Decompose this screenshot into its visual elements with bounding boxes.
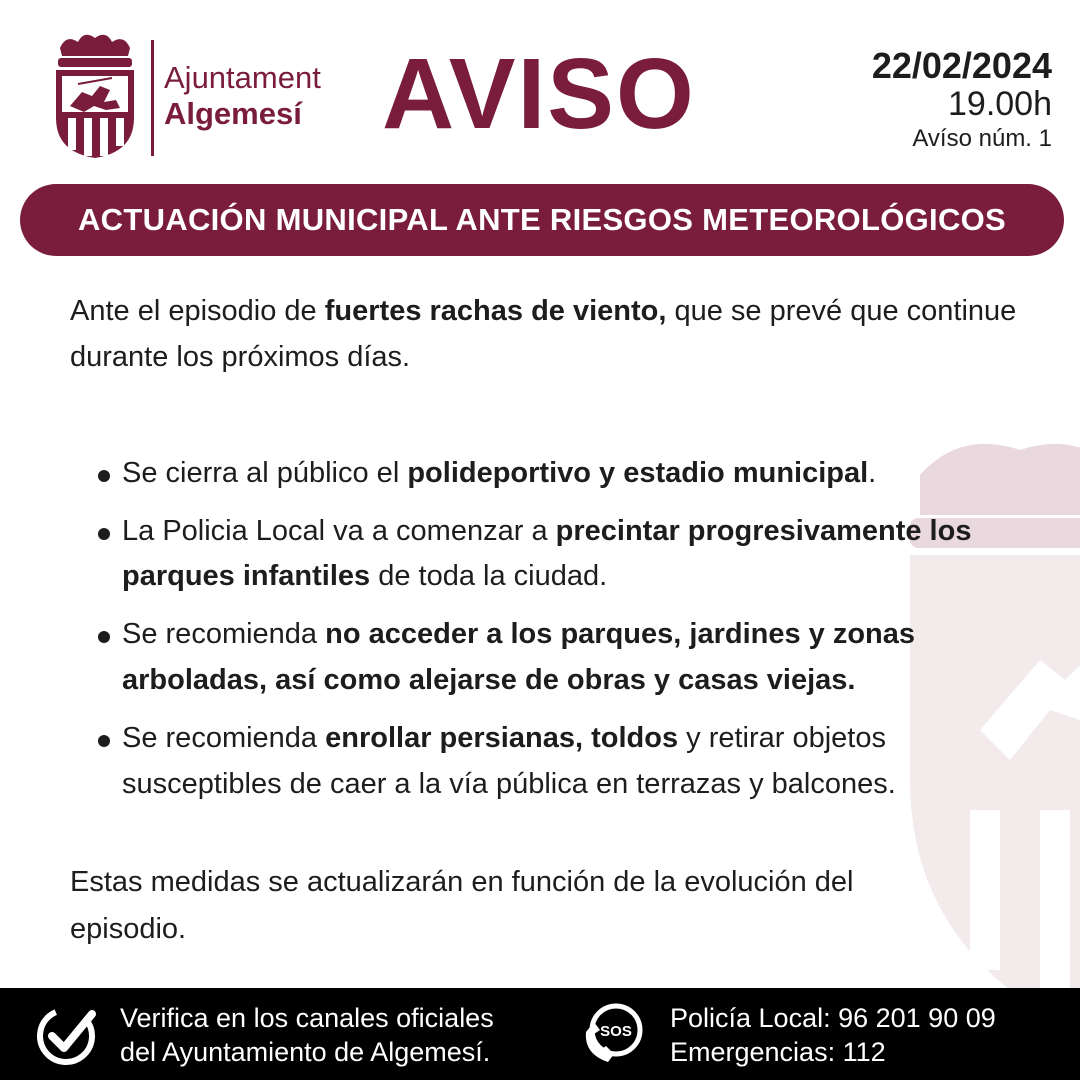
notice-time: 19.00h (948, 84, 1052, 123)
intro-highlight: fuertes rachas de viento, (324, 295, 667, 327)
coat-of-arms-logo-icon (48, 30, 142, 160)
item-text-end: y retirar objetos susceptibles de caer a la vía pública en terrazas y balcones. (122, 721, 896, 800)
sos-phone-icon (578, 998, 650, 1070)
list-item (70, 509, 1020, 601)
notice-body (70, 288, 1020, 952)
footer-bar (0, 988, 1080, 1080)
emergency-phone: Emergencias: 112 (670, 1036, 886, 1067)
measures-list (70, 451, 1020, 808)
item-text: Se recomienda (122, 721, 326, 754)
item-text-end: . (868, 456, 877, 489)
item-highlight: no acceder a los parques, jardines y zonas arboladas, así como alejarse de obras y casas viejas. (122, 618, 916, 697)
organization-city: Algemesí (164, 96, 302, 131)
item-highlight: polideportivo y estadio municipal (407, 456, 869, 489)
organization-name: Ajuntament (164, 60, 321, 95)
list-item (70, 716, 1020, 808)
verify-line-1: Verifica en los canales oficiales (120, 1003, 494, 1033)
check-circle-icon (36, 1002, 100, 1066)
item-highlight: enrollar persianas, toldos (325, 721, 679, 754)
police-phone: Policía Local: 96 201 90 09 (670, 1003, 996, 1033)
emergency-contacts (670, 1002, 996, 1070)
sos-label: SOS (600, 1023, 632, 1040)
notice-date: 22/02/2024 (871, 45, 1052, 86)
item-text: Se cierra al público el (122, 456, 408, 489)
item-text: Se recomienda (122, 618, 326, 651)
intro-paragraph (70, 288, 1020, 381)
notice-heading: AVISO (382, 38, 696, 150)
verify-notice (120, 1002, 494, 1070)
notice-meta (872, 46, 1052, 154)
intro-text: Ante el episodio de (70, 295, 325, 327)
logo-divider (151, 40, 154, 156)
item-highlight: precintar progresivamente los parques infantiles (122, 514, 972, 593)
verify-line-2: del Ayuntamiento de Algemesí. (120, 1036, 491, 1067)
item-text: La Policia Local va a comenzar a (122, 514, 556, 547)
notice-title: ACTUACIÓN MUNICIPAL ANTE RIESGOS METEOROLÓGICOS (77, 202, 1007, 237)
list-item (70, 451, 1020, 497)
item-text-end: de toda la ciudad. (370, 560, 608, 593)
notice-number: Avíso núm. 1 (912, 124, 1052, 152)
list-item (70, 612, 1020, 704)
closing-paragraph: Estas medidas se actualizarán en función de la evolución del episodio. (70, 866, 854, 945)
notice-title-banner (20, 184, 1064, 256)
intro-text-end: que se prevé que continue durante los próximos días. (70, 295, 1017, 374)
